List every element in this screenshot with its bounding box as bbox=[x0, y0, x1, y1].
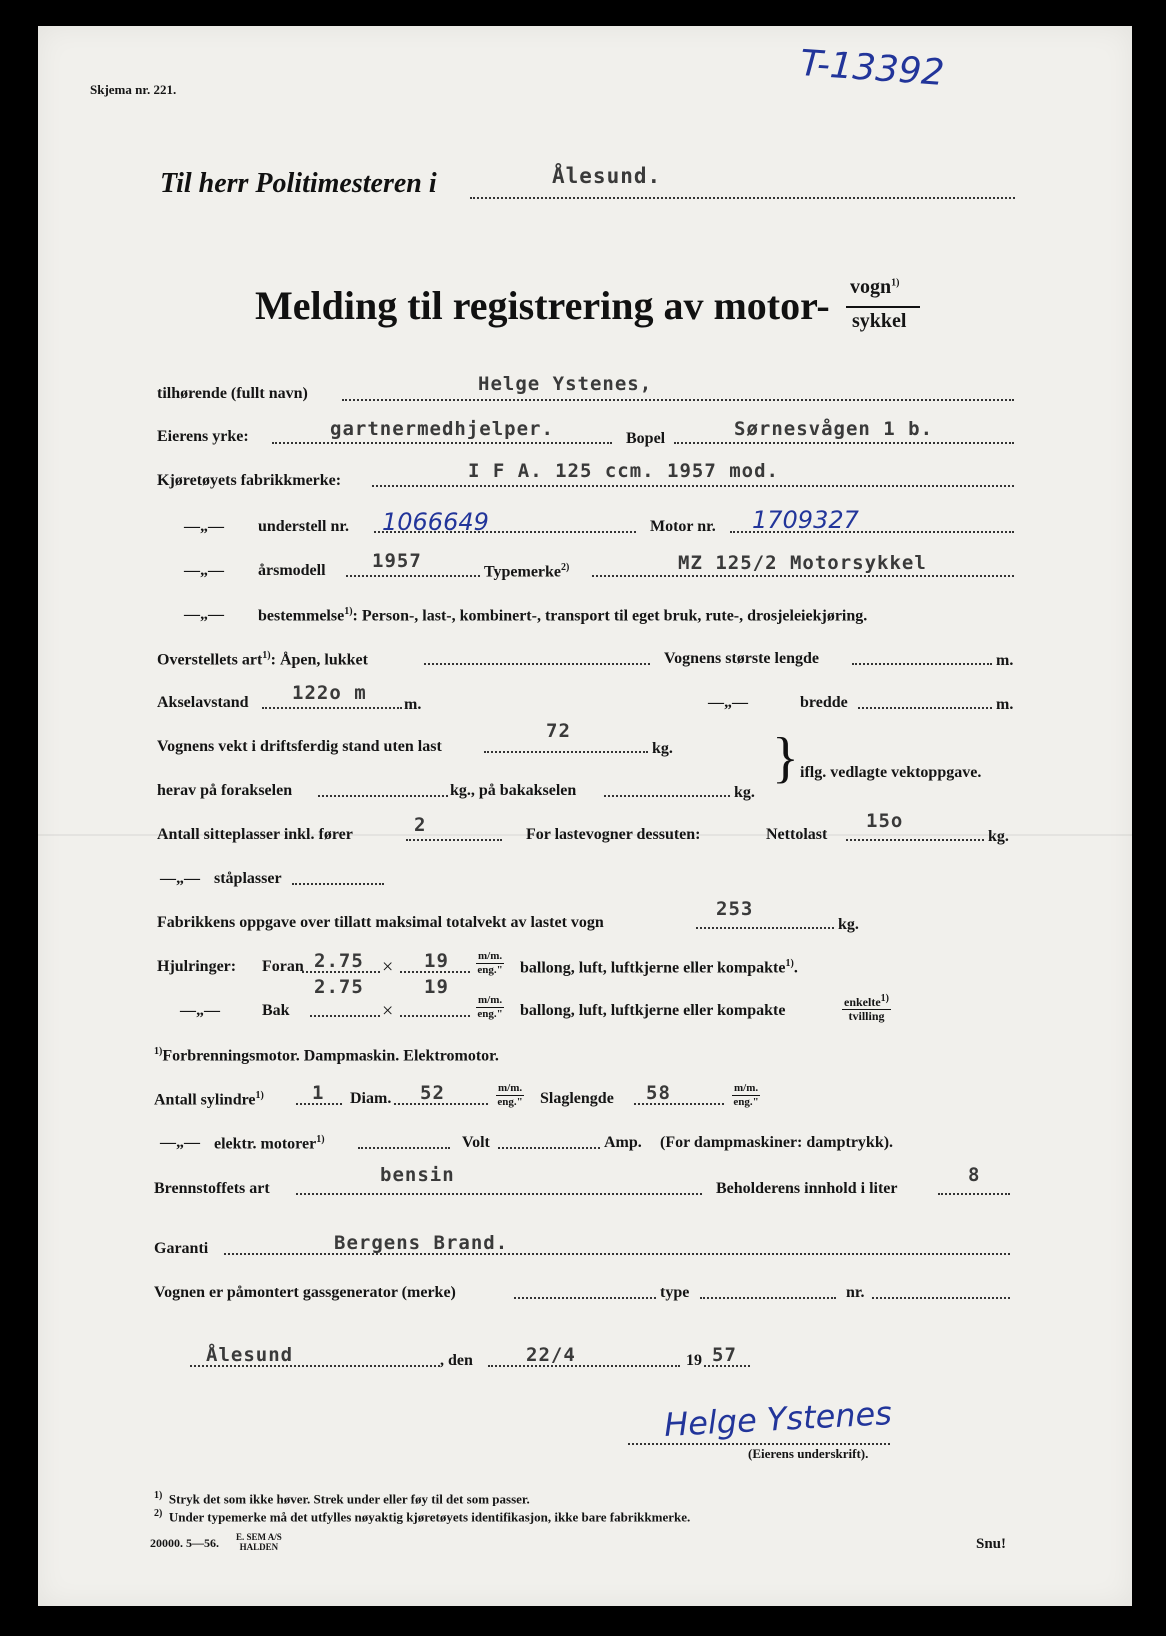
address-line bbox=[674, 442, 1014, 444]
steam-label: (For dampmaskiner: damptrykk). bbox=[660, 1134, 894, 1151]
wheels-rear-label: Bak bbox=[262, 1002, 290, 1019]
stroke-label: Slaglengde bbox=[540, 1090, 614, 1107]
width-line bbox=[858, 707, 992, 709]
gas-type-line bbox=[700, 1297, 836, 1299]
body-line bbox=[424, 663, 650, 665]
max-weight-label: Fabrikkens oppgave over tillatt maksimal totalvekt av lastet vogn bbox=[157, 914, 604, 931]
body-label: Overstellets art$^{1)}$: Åpen, lukket bbox=[157, 650, 368, 669]
printer-code: 20000. 5—56. bbox=[150, 1536, 219, 1550]
owner-name-label: tilhørende (fullt navn) bbox=[157, 385, 308, 402]
stroke-unit: $\frac{m/m.}{\text{eng."}}$ bbox=[733, 1082, 759, 1108]
make-line bbox=[372, 485, 1014, 487]
amp-label: Amp. bbox=[604, 1134, 642, 1151]
fuel-value: bensin bbox=[380, 1164, 455, 1186]
seats-label: Antall sitteplasser inkl. fører bbox=[157, 826, 353, 843]
fuel-label: Brennstoffets art bbox=[154, 1180, 270, 1197]
tank-label: Beholderens innhold i liter bbox=[716, 1180, 898, 1197]
year-label: årsmodell bbox=[258, 562, 326, 579]
wheelbase-line bbox=[262, 707, 402, 709]
standing-line bbox=[292, 883, 384, 885]
gas-nr-label: nr. bbox=[846, 1284, 865, 1301]
net-load-line bbox=[846, 839, 984, 841]
year-suffix: 57 bbox=[712, 1344, 737, 1366]
engine-types: $^{1)}$Forbrenningsmotor. Dampmaskin. Elektromotor. bbox=[154, 1046, 499, 1065]
wheels-rear-unit: $\frac{m/m.}{\text{eng."}}$ bbox=[477, 994, 503, 1020]
wheelbase-unit: m. bbox=[404, 696, 422, 713]
gas-type-label: type bbox=[660, 1284, 690, 1301]
wheels-rear-types: ballong, luft, luftkjerne eller kompakte bbox=[520, 1002, 786, 1019]
front-axle-line bbox=[318, 795, 448, 797]
archive-number: T-13392 bbox=[798, 43, 946, 94]
make-value: I F A. 125 ccm. 1957 mod. bbox=[468, 460, 779, 482]
length-label: Vognens største lengde bbox=[664, 650, 819, 667]
wheels-rear-diam: 19 bbox=[424, 976, 449, 998]
turn-over: Snu! bbox=[976, 1536, 1007, 1552]
weight-note: iflg. vedlagte vektoppgave. bbox=[800, 764, 982, 781]
owner-name-line bbox=[342, 399, 1014, 401]
purpose-dash: —„— bbox=[184, 606, 224, 623]
wheels-rear-dash: —„— bbox=[180, 1002, 220, 1019]
printer-name: E. SEM A/S HALDEN bbox=[236, 1532, 282, 1552]
rear-axle-line bbox=[604, 795, 730, 797]
guarantee-value: Bergens Brand. bbox=[334, 1232, 509, 1254]
volt-label: Volt bbox=[462, 1134, 490, 1151]
occupation-line bbox=[272, 442, 612, 444]
date-value: 22/4 bbox=[526, 1344, 576, 1366]
elec-label: elektr. motorer$^{1)}$ bbox=[214, 1134, 325, 1153]
width-dash: —„— bbox=[708, 694, 748, 711]
title-sykkel: sykkel bbox=[852, 310, 907, 332]
diam-label: Diam. bbox=[350, 1090, 392, 1107]
wheels-front-types: ballong, luft, luftkjerne eller kompakte$^{1)}$. bbox=[520, 958, 798, 977]
chassis-label: understell nr. bbox=[258, 518, 349, 535]
gas-line bbox=[514, 1297, 656, 1299]
gas-nr-line bbox=[872, 1297, 1010, 1299]
owner-signature: Helge Ystenes bbox=[663, 1394, 893, 1444]
seats-value: 2 bbox=[414, 814, 427, 836]
wheels-rear-width: 2.75 bbox=[314, 976, 364, 998]
occupation-value: gartnermedhjelper. bbox=[330, 418, 554, 440]
signature-label: (Eierens underskrift). bbox=[748, 1446, 869, 1461]
title-fraction-bar bbox=[846, 306, 920, 308]
chassis-dash: —„— bbox=[184, 518, 224, 535]
front-axle-label: herav på forakselen bbox=[157, 782, 293, 799]
year-dash: —„— bbox=[184, 562, 224, 579]
fuel-line bbox=[296, 1193, 702, 1195]
rear-axle-unit: kg. bbox=[734, 784, 755, 801]
wheels-front-label: Foran bbox=[262, 958, 304, 975]
wheels-rear-times: × bbox=[382, 1000, 394, 1022]
net-load-unit: kg. bbox=[988, 828, 1009, 845]
length-line bbox=[852, 663, 992, 665]
wheelbase-value: 122o m bbox=[292, 682, 367, 704]
occupation-label: Eierens yrke: bbox=[157, 428, 249, 445]
date-den: , den bbox=[440, 1352, 473, 1369]
motor-label: Motor nr. bbox=[650, 518, 716, 535]
purpose-label: bestemmelse$^{1)}$: Person-, last-, kombinert-, transport til eget bruk, rute-, drosjeleiekjøring. bbox=[258, 606, 868, 625]
place-value: Ålesund bbox=[206, 1344, 294, 1366]
cylinders-label: Antall sylindre$^{1)}$ bbox=[154, 1090, 264, 1109]
type-label: Typemerke$^{2)}$ bbox=[484, 562, 570, 581]
to-value: Ålesund. bbox=[552, 164, 662, 188]
standing-dash: —„— bbox=[160, 870, 200, 887]
title-vogn: vogn$^{1)}$ bbox=[850, 276, 900, 298]
wheels-front-diam: 19 bbox=[424, 950, 449, 972]
chassis-value: 1066649 bbox=[382, 508, 489, 536]
form-number: Skjema nr. 221. bbox=[90, 82, 177, 97]
form-sheet bbox=[38, 26, 1132, 1606]
address-value: Sørnesvågen 1 b. bbox=[734, 418, 934, 440]
max-weight-line bbox=[696, 927, 834, 929]
form-title: Melding til registrering av motor- bbox=[255, 283, 830, 328]
elec-line bbox=[358, 1147, 450, 1149]
gas-label: Vognen er påmontert gassgenerator (merke) bbox=[154, 1284, 456, 1301]
weight-brace: } bbox=[772, 727, 799, 789]
footnote-2: $^{2)}$ Under typemerke må det utfylles nøyaktig kjøretøyets identifikasjon, ikke bare fabrikkmerke. bbox=[154, 1508, 691, 1525]
weight-label: Vognens vekt i driftsferdig stand uten last bbox=[157, 738, 442, 755]
wheels-label: Hjulringer: bbox=[157, 958, 237, 975]
weight-value: 72 bbox=[546, 720, 571, 742]
stroke-value: 58 bbox=[646, 1082, 671, 1104]
max-weight-unit: kg. bbox=[838, 916, 859, 933]
wheels-rear-width-line bbox=[310, 1015, 380, 1017]
year-line bbox=[346, 575, 480, 577]
tank-value: 8 bbox=[968, 1164, 981, 1186]
tank-line bbox=[938, 1193, 1010, 1195]
seats-line bbox=[406, 839, 502, 841]
year-prefix: 19 bbox=[686, 1352, 702, 1369]
year-value: 1957 bbox=[372, 550, 422, 572]
diam-unit: $\frac{m/m.}{\text{eng."}}$ bbox=[497, 1082, 523, 1108]
wheels-front-unit: $\frac{m/m.}{\text{eng."}}$ bbox=[477, 950, 503, 976]
make-label: Kjøretøyets fabrikkmerke: bbox=[157, 472, 342, 489]
cylinders-value: 1 bbox=[312, 1082, 325, 1104]
type-value: MZ 125/2 Motorsykkel bbox=[678, 552, 927, 574]
footnote-1: $^{1)}$ Stryk det som ikke høver. Strek under eller føy til det som passer. bbox=[154, 1490, 530, 1507]
wheelbase-label: Akselavstand bbox=[157, 694, 249, 711]
length-unit: m. bbox=[996, 652, 1014, 669]
elec-dash: —„— bbox=[160, 1134, 200, 1151]
wheels-front-width: 2.75 bbox=[314, 950, 364, 972]
cargo-label: For lastevogner dessuten: bbox=[526, 826, 701, 843]
rear-axle-label: kg., på bakakselen bbox=[450, 782, 577, 799]
standing-label: ståplasser bbox=[214, 870, 282, 887]
signature-line bbox=[628, 1443, 890, 1445]
motor-value: 1709327 bbox=[752, 506, 859, 534]
volt-line bbox=[498, 1147, 600, 1149]
width-label: bredde bbox=[800, 694, 848, 711]
wheels-rear-diam-line bbox=[400, 1015, 470, 1017]
owner-name-value: Helge Ystenes, bbox=[478, 373, 653, 395]
max-weight-value: 253 bbox=[716, 898, 754, 920]
date-line bbox=[488, 1365, 680, 1367]
net-load-value: 15o bbox=[866, 810, 904, 832]
to-line bbox=[470, 197, 1015, 199]
net-load-label: Nettolast bbox=[766, 826, 828, 843]
weight-unit: kg. bbox=[652, 740, 673, 757]
wheels-front-times: × bbox=[382, 956, 394, 978]
diam-value: 52 bbox=[420, 1082, 445, 1104]
width-unit: m. bbox=[996, 696, 1014, 713]
to-label: Til herr Politimesteren i bbox=[160, 168, 437, 199]
guarantee-label: Garanti bbox=[154, 1240, 209, 1257]
address-label: Bopel bbox=[626, 430, 666, 447]
weight-line bbox=[484, 751, 648, 753]
type-line bbox=[592, 575, 1014, 577]
wheels-single-twin: $\frac{enkelte^{1)}}{\text{tvilling}}$ bbox=[844, 993, 889, 1023]
